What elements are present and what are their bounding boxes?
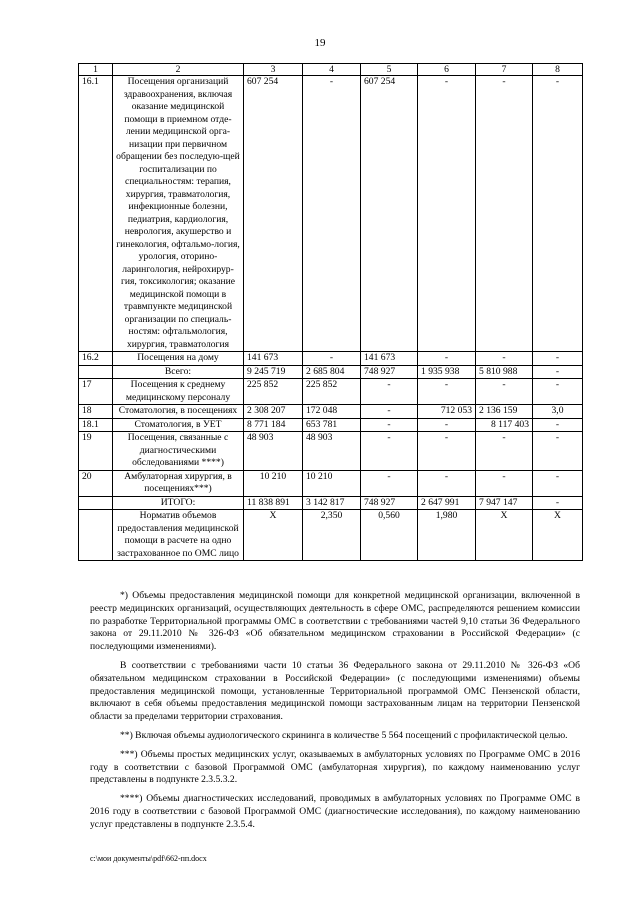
cell-value: - [418,470,476,496]
column-header: 5 [361,64,418,76]
cell-value: 3 142 817 [303,496,361,510]
cell-value: 225 852 [244,379,303,405]
cell-value: 8 771 184 [244,418,303,432]
table-row [79,470,583,496]
table-row [79,432,583,471]
footnotes [90,590,580,832]
document-path: c:\мои документы\pdf\662-пп.docx [90,854,207,863]
table-row [79,76,583,352]
cell-value: 2 647 991 [418,496,476,510]
row-id [79,365,113,379]
table-row [79,352,583,366]
row-name: Стоматология, в УЕТ [113,418,244,432]
cell-value: 10 210 [303,470,361,496]
cell-value: - [476,352,533,366]
cell-value: - [476,76,533,352]
cell-value: - [361,405,418,419]
cell-value: - [533,432,583,471]
row-name: Стоматология, в посещениях [113,405,244,419]
cell-value: - [418,432,476,471]
column-header: 4 [303,64,361,76]
cell-value: - [533,418,583,432]
cell-value: 48 903 [244,432,303,471]
cell-value: 748 927 [361,496,418,510]
cell-value: - [418,418,476,432]
cell-value: - [361,470,418,496]
row-id: 17 [79,379,113,405]
cell-value: 3,0 [533,405,583,419]
footnote: *) Объемы предоставления медицинской помощи для конкретной медицинской организации, включенной в реестр медицинских организаций, осуществляющих деятельность в сфере ОМС, распределяются решением комиссии по разработке Территориальной программы ОМС в соответствии с требованиями частей 9,10 статьи 36 Федерального закона от 29.11.2010 № 326-ФЗ «Об обязательном медицинском страховании в Российской Федерации» (с последующими изменениями). [90,590,580,653]
cell-value: 653 781 [303,418,361,432]
row-name: Посещения к среднему медицинскому персоналу [113,379,244,405]
cell-value: 172 048 [303,405,361,419]
cell-value: 48 903 [303,432,361,471]
cell-value: 7 947 147 [476,496,533,510]
page-number: 19 [314,37,326,49]
row-name: Посещения организаций здравоохранения, включая оказание медицинской помощи в приемном отде-лении медицинской орга-низации при первичном обращении без последую-щей госпитализации по специальностям: терапия, хирургия, травматология, инфекционные болезни, педиатрия, кардиология, неврология, акушерство и гинекология, офтальмо-логия, урология, оторино-ларингология, нейрохирур-гия, токсикология; оказание медицинской помощи в травмпункте медицинской организации по специаль-ностям: офтальмология, хирургия, травматология [113,76,244,352]
row-id: 18 [79,405,113,419]
cell-value: 2 308 207 [244,405,303,419]
cell-value: - [418,76,476,352]
cell-value: X [476,510,533,561]
column-header: 7 [476,64,533,76]
cell-value: - [533,379,583,405]
row-id [79,510,113,561]
cell-value: - [418,379,476,405]
footnote: ***) Объемы простых медицинских услуг, оказываемых в амбулаторных условиях по Программе ОМС в 2016 году в соответствии с базовой Программой ОМС (амбулаторная хирургия), по каждому наименованию услуг представлены в подпункте 2.3.5.3.2. [90,748,580,786]
cell-value: 1,980 [418,510,476,561]
footnote: **) Включая объемы аудиологического скрининга в количестве 5 564 посещений с профилактической целью. [120,729,568,741]
cell-value: - [533,496,583,510]
row-name: Норматив объемов предоставления медицинской помощи в расчете на одно застрахованное по ОМС лицо [113,510,244,561]
table-row [79,405,583,419]
cell-value: - [361,418,418,432]
cell-value: 10 210 [244,470,303,496]
row-id: 20 [79,470,113,496]
row-name: Посещения на дому [113,352,244,366]
table-row [79,379,583,405]
cell-value: - [418,352,476,366]
volumes-table [78,63,583,561]
table-header-row [79,64,583,76]
cell-value: X [244,510,303,561]
cell-value: 1 935 938 [418,365,476,379]
column-header: 3 [244,64,303,76]
cell-value: 2 685 804 [303,365,361,379]
cell-value: 141 673 [361,352,418,366]
cell-value: 0,560 [361,510,418,561]
footnote: ****) Объемы диагностических исследований, проводимых в амбулаторных условиях по Программе ОМС в 2016 году в соответствии с базовой Программой ОМС (диагностические исследования), по каждому наименованию услуг представлены в подпункте 2.3.5.4. [90,793,580,830]
table-row [79,510,583,561]
cell-value: 5 810 988 [476,365,533,379]
cell-value: 2,350 [303,510,361,561]
row-id: 18.1 [79,418,113,432]
cell-value: 11 838 891 [244,496,303,510]
cell-value: 607 254 [244,76,303,352]
footnote: В соответствии с требованиями части 10 статьи 36 Федерального закона от 29.11.2010 № 326-ФЗ «Об обязательном медицинском страховании в Российской Федерации» (с последующими изменениями) объемы предоставления медицинской помощи, установленные Территориальной программой ОМС Пензенской области, включают в себя объемы предоставления медицинской помощи застрахованным лицам на территории Пензенской области за пределами территории страхования. [90,659,580,723]
row-name: Всего: [113,365,244,379]
cell-value: 8 117 403 [476,418,533,432]
cell-value: X [533,510,583,561]
cell-value: - [476,432,533,471]
cell-value: - [476,470,533,496]
cell-value: - [533,352,583,366]
cell-value: 748 927 [361,365,418,379]
row-id [79,496,113,510]
cell-value: - [303,76,361,352]
row-id: 16.2 [79,352,113,366]
cell-value: - [533,470,583,496]
cell-value: 607 254 [361,76,418,352]
cell-value: - [361,432,418,471]
cell-value: - [533,365,583,379]
table-row [79,418,583,432]
column-header: 8 [533,64,583,76]
table-row [79,365,583,379]
row-name: ИТОГО: [113,496,244,510]
column-header: 2 [113,64,244,76]
cell-value: 712 053 [418,405,476,419]
cell-value: 141 673 [244,352,303,366]
cell-value: - [303,352,361,366]
column-header: 1 [79,64,113,76]
column-header: 6 [418,64,476,76]
row-id: 19 [79,432,113,471]
cell-value: 9 245 719 [244,365,303,379]
cell-value: 225 852 [303,379,361,405]
cell-value: 2 136 159 [476,405,533,419]
row-name: Посещения, связанные с диагностическими обследованиями ****) [113,432,244,471]
cell-value: - [533,76,583,352]
row-name: Амбулаторная хирургия, в посещениях***) [113,470,244,496]
cell-value: - [476,379,533,405]
cell-value: - [361,379,418,405]
row-id: 16.1 [79,76,113,352]
table-row [79,496,583,510]
